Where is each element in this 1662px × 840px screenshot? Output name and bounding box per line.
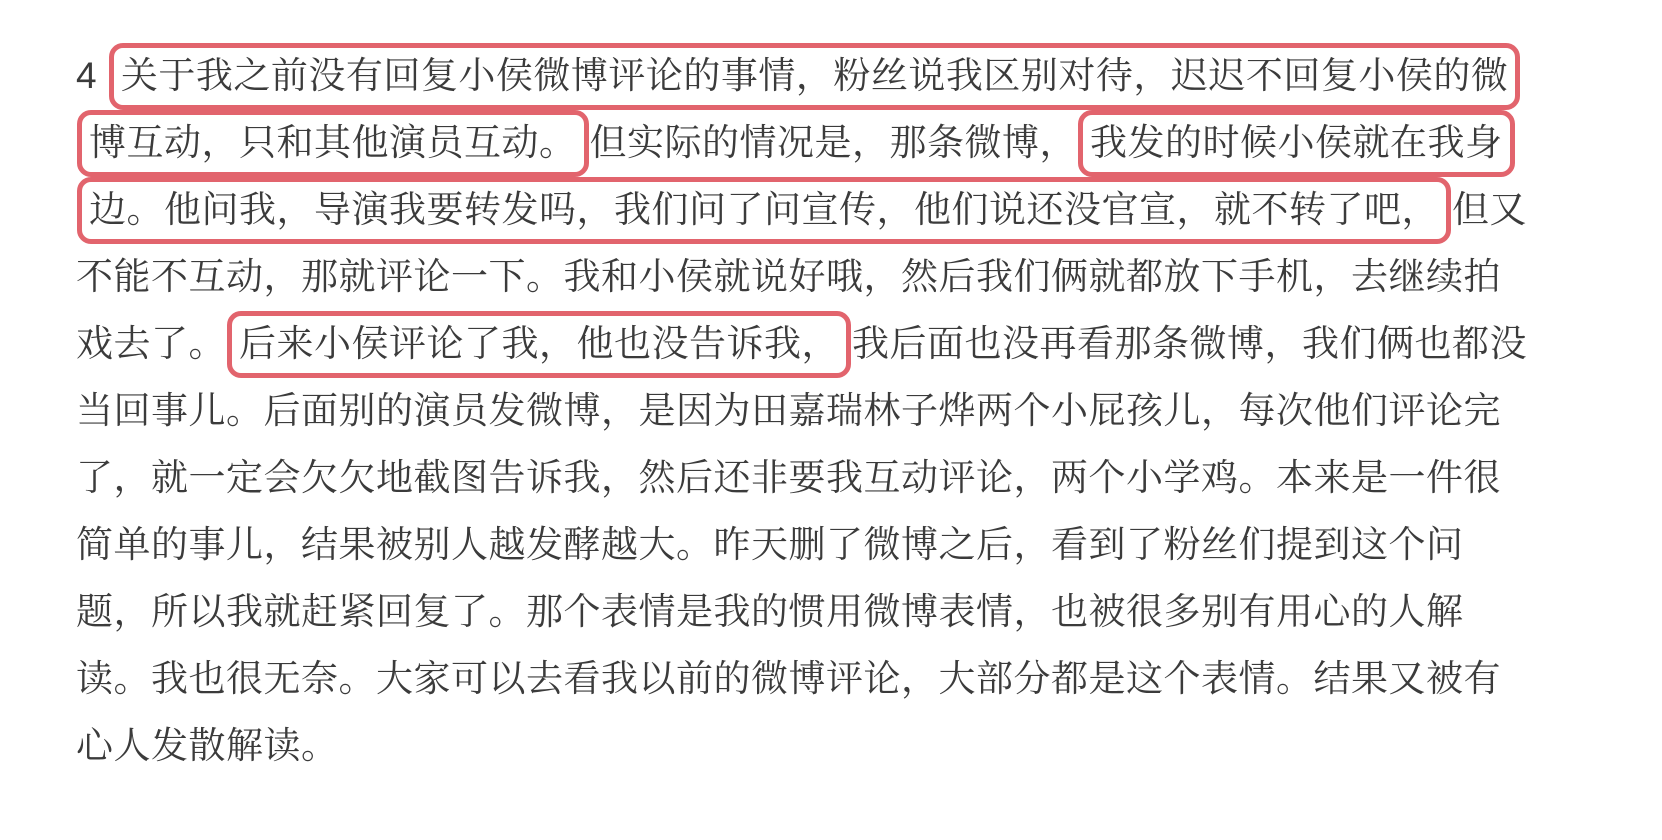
highlighted-segment: 我发的时候小侯就在我身 [1078,110,1515,177]
text-segment: 当回事儿。后面别的演员发微博，是因为田嘉瑞林子烨两个小屁孩儿，每次他们评论完 [76,390,1501,431]
text-segment: 但又 [1452,189,1527,230]
highlighted-segment: 关于我之前没有回复小侯微博评论的事情，粉丝说我区别对待，迟迟不回复小侯的微 [109,43,1521,110]
highlighted-segment: 博互动，只和其他演员互动。 [77,110,589,177]
text-segment: 4 [76,55,108,96]
text-line [76,444,1592,511]
text-segment: 心人发散解读。 [76,725,339,766]
text-segment: 但实际的情况是，那条微博， [589,122,1077,163]
text-segment: 我后面也没再看那条微博，我们俩也都没 [852,323,1527,364]
text-segment: 题，所以我就赶紧回复了。那个表情是我的惯用微博表情，也被很多别有用心的人解 [76,591,1464,632]
text-segment: 读。我也很无奈。大家可以去看我以前的微博评论，大部分都是这个表情。结果又被有 [76,658,1501,699]
text-segment: 不能不互动，那就评论一下。我和小侯就说好哦，然后我们俩就都放下手机，去继续拍 [76,256,1501,297]
text-line [76,511,1592,578]
highlighted-segment: 边。他问我，导演我要转发吗，我们问了问宣传，他们说还没官宣，就不转了吧， [77,177,1451,244]
text-line [76,645,1592,712]
text-line [76,712,1592,779]
text-line [76,176,1592,243]
text-line [76,109,1592,176]
text-segment: 戏去了。 [76,323,226,364]
text-line [76,243,1592,310]
text-line [76,377,1592,444]
text-segment: 了，就一定会欠欠地截图告诉我，然后还非要我互动评论，两个小学鸡。本来是一件很 [76,457,1501,498]
text-line [76,42,1592,109]
highlighted-segment: 后来小侯评论了我，他也没告诉我， [227,311,851,378]
text-segment: 简单的事儿，结果被别人越发酵越大。昨天删了微博之后，看到了粉丝们提到这个问 [76,524,1464,565]
annotated-text [76,42,1592,779]
text-line [76,578,1592,645]
text-line [76,310,1592,377]
